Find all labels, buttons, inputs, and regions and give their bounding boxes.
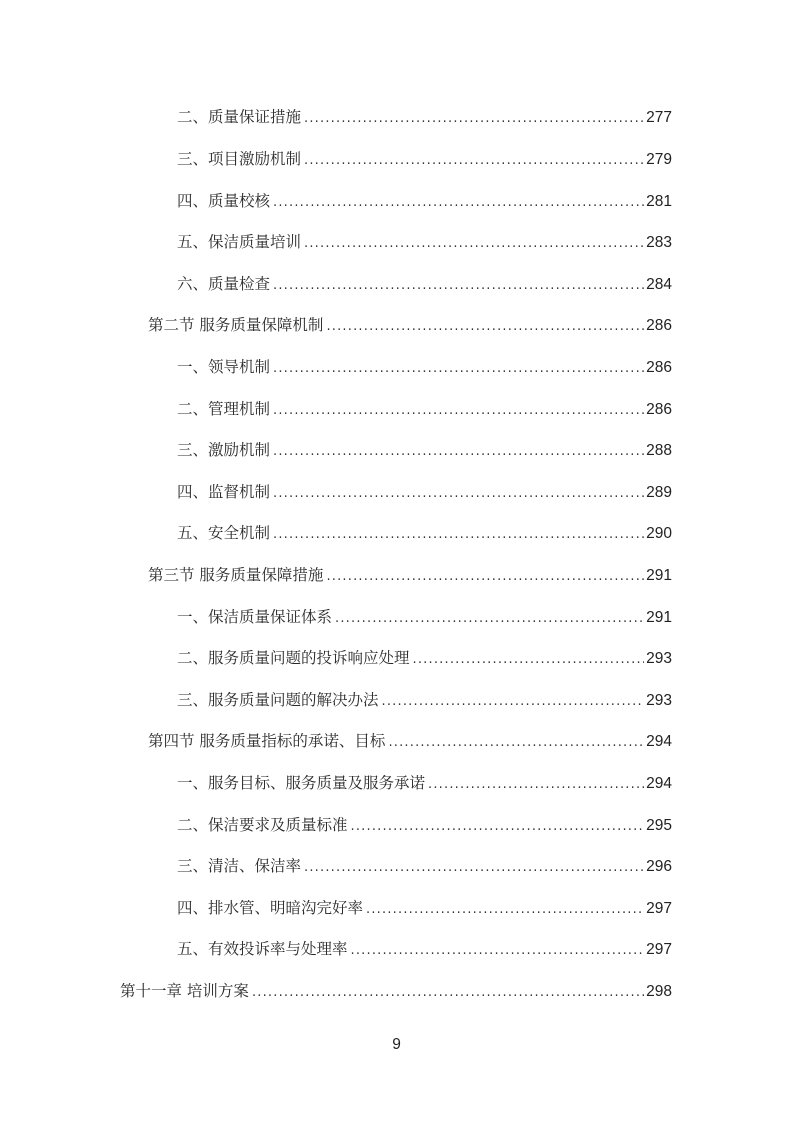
toc-entry-title: 二、质量保证措施: [177, 108, 302, 126]
toc-entry[interactable]: [177, 646, 672, 670]
toc-entry-title: 一、领导机制: [177, 358, 271, 376]
dot-leader: [273, 523, 644, 547]
toc-entry-page: 281: [646, 193, 672, 210]
toc-entry-title: 三、服务质量问题的解决办法: [177, 691, 379, 709]
toc-entry[interactable]: [177, 813, 672, 837]
dot-leader: [273, 399, 644, 423]
toc-entry-title: 第十一章 培训方案: [120, 982, 249, 1000]
toc-entry[interactable]: [177, 230, 672, 254]
toc-entry[interactable]: [177, 272, 672, 296]
dot-leader: [382, 690, 645, 714]
dot-leader: [273, 357, 644, 381]
toc-entry-title: 二、服务质量问题的投诉响应处理: [177, 649, 410, 667]
toc-entry[interactable]: [177, 688, 672, 712]
toc-entry-title: 第二节 服务质量保障机制: [148, 316, 324, 334]
toc-entry-title: 三、项目激励机制: [177, 150, 302, 168]
dot-leader: [366, 898, 644, 922]
dot-leader: [252, 981, 644, 1005]
toc-entry-title: 二、保洁要求及质量标准: [177, 816, 348, 834]
toc-entry-title: 一、保洁质量保证体系: [177, 608, 333, 626]
toc-entry[interactable]: [177, 189, 672, 213]
toc-entry[interactable]: [177, 937, 672, 961]
toc-entry-title: 五、保洁质量培训: [177, 233, 302, 251]
page-number: 9: [392, 1036, 401, 1053]
toc-entry-page: 296: [646, 858, 672, 875]
toc-section-entry[interactable]: [148, 313, 672, 337]
toc-entry[interactable]: [177, 771, 672, 795]
toc-entry-page: 295: [646, 817, 672, 834]
toc-entry-page: 293: [646, 692, 672, 709]
toc-entry[interactable]: [177, 105, 672, 129]
toc-entry-title: 五、有效投诉率与处理率: [177, 940, 348, 958]
toc-entry-page: 277: [646, 109, 672, 126]
toc-entry-page: 286: [646, 359, 672, 376]
dot-leader: [304, 856, 644, 880]
toc-entry[interactable]: [177, 896, 672, 920]
toc-entry-title: 三、清洁、保洁率: [177, 857, 302, 875]
dot-leader: [351, 939, 645, 963]
toc-entry-page: 291: [646, 609, 672, 626]
toc-entry[interactable]: [177, 521, 672, 545]
dot-leader: [273, 440, 644, 464]
toc-entry-title: 四、排水管、明暗沟完好率: [177, 899, 364, 917]
dot-leader: [304, 107, 644, 131]
dot-leader: [428, 773, 644, 797]
dot-leader: [388, 731, 644, 755]
toc-entry-page: 286: [646, 317, 672, 334]
toc-entry-page: 291: [646, 567, 672, 584]
toc-entry-title: 三、激励机制: [177, 441, 271, 459]
toc-entry-page: 297: [646, 941, 672, 958]
toc-entry-title: 六、质量检查: [177, 275, 271, 293]
dot-leader: [335, 607, 644, 631]
toc-entry[interactable]: [177, 147, 672, 171]
toc-entry[interactable]: [177, 480, 672, 504]
dot-leader: [326, 565, 644, 589]
toc-entry-page: 298: [646, 983, 672, 1000]
toc-entry-title: 四、质量校核: [177, 192, 271, 210]
toc-entry-title: 第四节 服务质量指标的承诺、目标: [148, 732, 386, 750]
toc-entry[interactable]: [177, 438, 672, 462]
toc-section-entry[interactable]: [148, 563, 672, 587]
toc-entry[interactable]: [177, 355, 672, 379]
toc-entry-page: 293: [646, 650, 672, 667]
toc-entry-page: 286: [646, 401, 672, 418]
dot-leader: [273, 482, 644, 506]
toc-entry-page: 284: [646, 276, 672, 293]
toc-entry-page: 289: [646, 484, 672, 501]
toc-entry-title: 五、安全机制: [177, 524, 271, 542]
toc-entry[interactable]: [177, 854, 672, 878]
toc-entry-title: 一、服务目标、服务质量及服务承诺: [177, 774, 426, 792]
toc-entry-title: 第三节 服务质量保障措施: [148, 566, 324, 584]
toc-entry-page: 290: [646, 525, 672, 542]
dot-leader: [304, 232, 644, 256]
toc-entry-title: 二、管理机制: [177, 400, 271, 418]
toc-entry-page: 279: [646, 151, 672, 168]
toc-entry-page: 288: [646, 442, 672, 459]
toc-chapter-entry[interactable]: [120, 979, 672, 1003]
toc-entry-page: 294: [646, 775, 672, 792]
toc-entry-page: 283: [646, 234, 672, 251]
toc-entry-page: 294: [646, 733, 672, 750]
toc-entry-page: 297: [646, 900, 672, 917]
dot-leader: [351, 815, 645, 839]
dot-leader: [413, 648, 645, 672]
dot-leader: [326, 315, 644, 339]
toc-entry-title: 四、监督机制: [177, 483, 271, 501]
toc-entry[interactable]: [177, 397, 672, 421]
dot-leader: [273, 191, 644, 215]
toc-section-entry[interactable]: [148, 729, 672, 753]
toc-entry[interactable]: [177, 605, 672, 629]
dot-leader: [273, 274, 644, 298]
dot-leader: [304, 149, 644, 173]
